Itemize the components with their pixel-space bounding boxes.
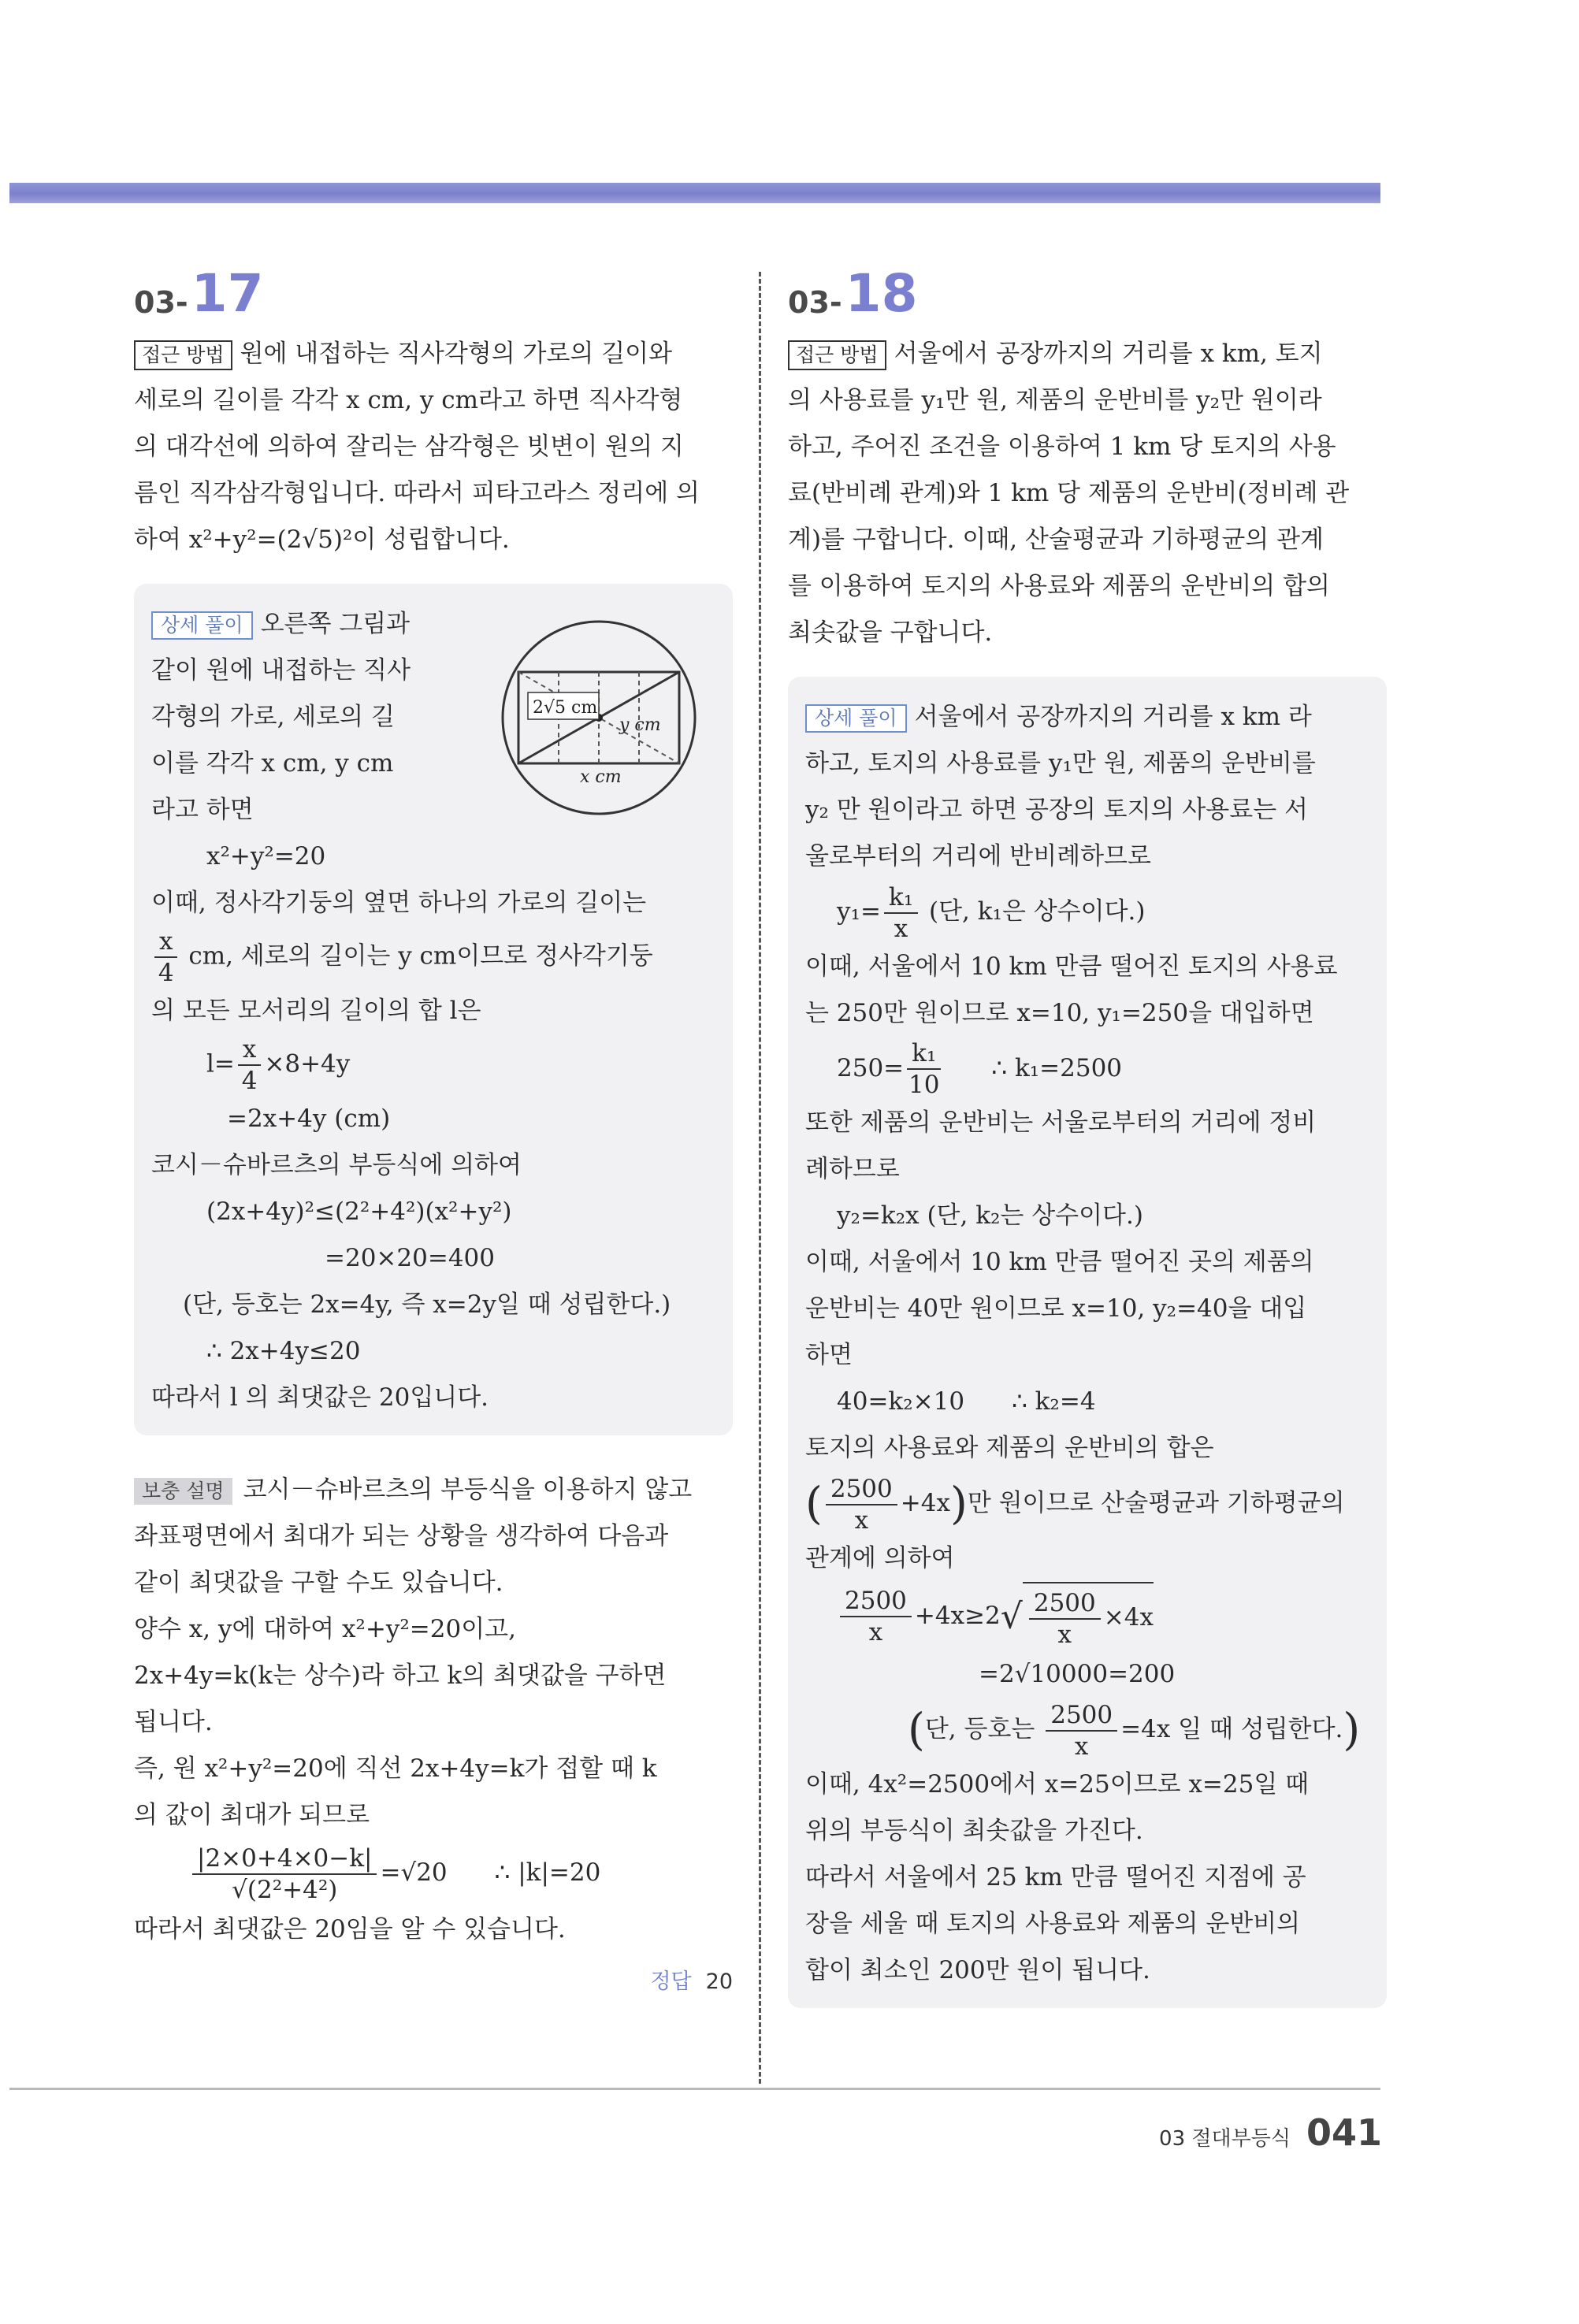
equation: ∴ 2x+4y≤20 [206,1337,361,1365]
approach-line: 원에 내접하는 직사각형의 가로의 길이와 [240,340,673,368]
approach-line: 하고, 주어진 조건을 이용하여 1 km 당 토지의 사용 [788,433,1336,461]
side-y-label: y cm [619,715,661,735]
equation: y₂=k₂x (단, k₂는 상수이다.) [837,1201,1143,1230]
am-gm-inequality: $\frac{2500}{x}$ +4x≥2√ $\frac{2500}{x}$ ×4x [805,1582,1369,1652]
detail-line: 례하므로 [805,1155,900,1183]
page-footer [1159,2111,1382,2154]
equation: 40=k₂×10 ∴ k₂=4 [837,1387,1096,1416]
approach-line: 계)를 구합니다. 이때, 산술평균과 기하평균의 관계 [788,525,1324,554]
diagonal-label: 2√5 cm [533,698,598,718]
extra-result: 따라서 최댓값은 20임을 알 수 있습니다. [134,1915,566,1943]
chapter-prefix: 03- [788,285,842,320]
extra-line: 됩니다. [134,1708,213,1736]
approach-line: 하여 x²+y²=(2√5)²이 성립합니다. [134,525,510,554]
detail-line: 각형의 가로, 세로의 길 [151,703,395,731]
footer-rule [9,2088,1380,2090]
header-bar [9,183,1380,203]
detail-result: 합이 최소인 200만 원이 됩니다. [805,1955,1150,1984]
approach-line: 의 대각선에 의하여 잘리는 삼각형은 빗변이 원의 지 [134,433,684,461]
approach-line: 서울에서 공장까지의 거리를 x km, 토지 [894,340,1323,368]
problem-heading [788,263,1387,324]
equation: y₁= $\frac{\text{k₁}}{x}$ (단, k₁은 상수이다.) [837,882,1146,943]
equation: (2x+4y)²≤(2²+4²)(x²+y²) [206,1197,512,1226]
detail-line: 하면 [805,1341,853,1369]
approach-line: 최솟값을 구합니다. [788,618,993,647]
detail-line: 오른쪽 그림과 [260,610,411,638]
extra-line: 2x+4y=k(k는 상수)라 하고 k의 최댓값을 구하면 [134,1661,667,1690]
column-divider [759,272,761,2084]
detail-line: y₂ 만 원이라고 하면 공장의 토지의 사용료는 서 [805,796,1308,824]
distance-equation: $\frac{|2\times 0+4\times 0-k|}{\text{√(2²+4²)}}$ =√20 ∴ |k|=20 [134,1839,733,1906]
detail-solution-panel [134,584,733,1435]
extra-label: 보충 설명 [134,1478,232,1505]
detail-line: 이때, 서울에서 10 km 만큼 떨어진 곳의 제품의 [805,1248,1314,1276]
detail-line: 장을 세울 때 토지의 사용료와 제품의 운반비의 [805,1909,1301,1938]
detail-line: 관계에 의하여 [805,1543,955,1572]
equation-condition: (단, 등호는 $\frac{2500}{x}$ =4x 일 때 성립한다.) [908,1700,1361,1761]
extra-line: 양수 x, y에 대하여 x²+y²=20이고, [134,1615,516,1643]
detail-line: $\frac{x}{4}$ cm, 세로의 길이는 y cm이므로 정사각기둥 [151,926,715,988]
equation-condition: (단, 등호는 2x=4y, 즉 x=2y일 때 성립한다.) [183,1290,671,1319]
approach-label: 접근 방법 [134,340,232,370]
inscribed-rectangle-diagram [496,615,701,820]
equation: 250= $\frac{\text{k₁}}{10}$ ∴ k₁=2500 [837,1039,1123,1099]
answer: 정답 20 [650,1969,733,1994]
approach-section [788,331,1387,656]
detail-line: 의 모든 모서리의 길이의 합 l은 [151,997,481,1025]
detail-line: 이때, 서울에서 10 km 만큼 떨어진 토지의 사용료 [805,952,1338,981]
fraction: $\frac{x}{4}$ [154,926,177,988]
extra-explanation [134,1467,733,1995]
detail-line: 위의 부등식이 최솟값을 가진다. [805,1816,1143,1845]
detail-line: 따라서 서울에서 25 km 만큼 떨어진 지점에 공 [805,1862,1306,1891]
detail-line: 라고 하면 [151,796,254,824]
equation: l= $\frac{x}{4}$ ×8+4y [206,1035,351,1095]
chapter-prefix: 03- [134,285,188,320]
detail-line: 울로부터의 거리에 반비례하므로 [805,842,1151,871]
extra-line: 즉, 원 x²+y²=20에 직선 2x+4y=k가 접할 때 k [134,1754,657,1783]
detail-line: 이때, 4x²=2500에서 x=25이므로 x=25일 때 [805,1769,1310,1799]
approach-line: 의 사용료를 y₁만 원, 제품의 운반비를 y₂만 원이라 [788,386,1322,414]
approach-line: 세로의 길이를 각각 x cm, y cm라고 하면 직사각형 [134,386,683,414]
equation: =20×20=400 [325,1244,495,1272]
detail-label: 상세 풀이 [151,611,253,640]
detail-line: 운반비는 40만 원이므로 x=10, y₂=40을 대입 [805,1294,1307,1323]
equation: x²+y²=20 [206,842,326,871]
approach-line: 를 이용하여 토지의 사용료와 제품의 운반비의 합의 [788,572,1330,600]
page-number: 041 [1306,2111,1382,2154]
detail-line: 서울에서 공장까지의 거리를 x km 라 [914,703,1312,731]
problem-number: 17 [191,263,264,324]
approach-label: 접근 방법 [788,340,886,370]
extra-line: 좌표평면에서 최대가 되는 상황을 생각하여 다음과 [134,1522,669,1550]
detail-result: 따라서 l 의 최댓값은 20입니다. [151,1383,489,1412]
detail-solution-panel [788,677,1387,2008]
footer-chapter: 03 절대부등식 [1159,2127,1291,2151]
equation: =2x+4y (cm) [227,1104,391,1133]
detail-line: 는 250만 원이므로 x=10, y₁=250을 대입하면 [805,998,1314,1027]
detail-line: 또한 제품의 운반비는 서울로부터의 거리에 정비 [805,1108,1317,1137]
detail-line: 이때, 정사각기둥의 옆면 하나의 가로의 길이는 [151,889,647,917]
detail-line: ( $\frac{2500}{x}$ +4x)만 원이므로 산술평균과 기하평균의 [805,1474,1345,1535]
detail-line: 토지의 사용료와 제품의 운반비의 합은 [805,1434,1214,1462]
extra-line: 코시－슈바르츠의 부등식을 이용하지 않고 [243,1476,693,1504]
equation: =2√10000=200 [979,1660,1176,1688]
extra-line: 같이 최댓값을 구할 수도 있습니다. [134,1569,503,1597]
side-x-label: x cm [580,767,622,787]
problem-17 [134,263,733,1995]
problem-number: 18 [845,263,918,324]
approach-line: 름인 직각삼각형입니다. 따라서 피타고라스 정리에 의 [134,479,700,507]
problem-18 [788,263,1387,2008]
detail-line: 이를 각각 x cm, y cm [151,749,394,778]
problem-heading [134,263,733,324]
approach-line: 료(반비례 관계)와 1 km 당 제품의 운반비(정비례 관 [788,479,1350,507]
detail-line: 같이 원에 내접하는 직사 [151,656,411,685]
approach-section [134,331,733,563]
detail-label: 상세 풀이 [805,704,907,733]
extra-line: 의 값이 최대가 되므로 [134,1801,370,1829]
detail-line: 하고, 토지의 사용료를 y₁만 원, 제품의 운반비를 [805,749,1316,778]
detail-line: 코시－슈바르츠의 부등식에 의하여 [151,1151,522,1179]
